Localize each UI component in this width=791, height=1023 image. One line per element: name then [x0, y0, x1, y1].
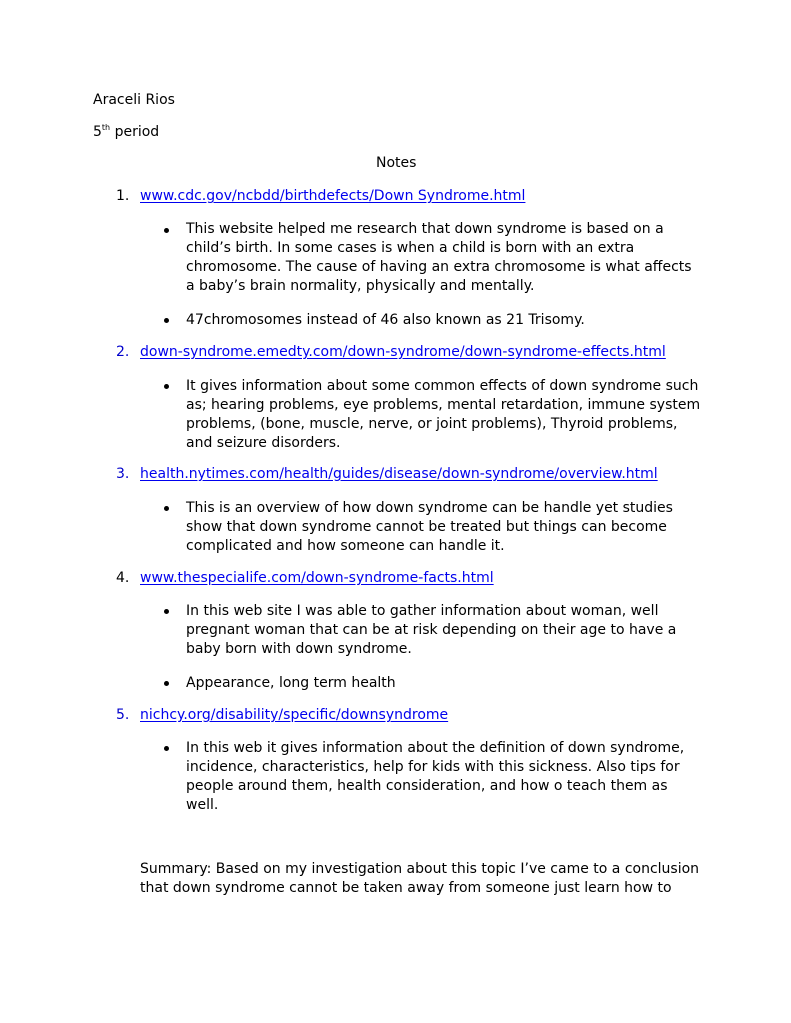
bullet-icon — [164, 746, 169, 751]
author-name: Araceli Rios — [93, 92, 175, 108]
page-title: Notes — [376, 155, 417, 171]
bullet-icon — [164, 228, 169, 233]
bullet-icon — [164, 681, 169, 686]
source-link[interactable]: health.nytimes.com/health/guides/disease/down-syndrome/overview.html — [140, 466, 658, 482]
list-number: 3. — [116, 466, 130, 482]
list-item: Appearance, long term health — [186, 675, 396, 691]
bullet-icon — [164, 384, 169, 389]
list-number: 4. — [116, 570, 130, 586]
period-number: 5 — [93, 124, 102, 140]
list-item: 47chromosomes instead of 46 also known as 21 Trisomy. — [186, 312, 585, 328]
source-link[interactable]: down-syndrome.emedty.com/down-syndrome/down-syndrome-effects.html — [140, 344, 666, 360]
class-period — [93, 123, 159, 142]
list-item: In this web it gives information about the definition of down syndrome, incidence, characteristics, help for kids with this sickness. Also tips for people around them, health consideration, and how o teach them as well. — [186, 740, 685, 813]
source-link[interactable]: www.cdc.gov/ncbdd/birthdefects/Down Syndrome.html — [140, 188, 526, 204]
period-suffix: period — [110, 124, 160, 140]
bullet-icon — [164, 318, 169, 323]
list-item: It gives information about some common effects of down syndrome such as; hearing problems, eye problems, mental retardation, immune system problems, (bone, muscle, nerve, or joint problems), Thyroid problems, and seizure disorders. — [186, 378, 701, 451]
summary-paragraph: Summary: Based on my investigation about this topic I’ve came to a conclusion that down syndrome cannot be taken away from someone just learn how to — [140, 861, 700, 896]
list-number: 1. — [116, 188, 130, 204]
period-superscript: th — [101, 123, 111, 132]
list-number: 5. — [116, 707, 130, 723]
list-item: This website helped me research that down syndrome is based on a child’s birth. In some cases is when a child is born with an extra chromosome. The cause of having an extra chromosome is what affects a baby’s brain normality, physically and mentally. — [186, 221, 692, 294]
source-link[interactable]: www.thespecialife.com/down-syndrome-facts.html — [140, 570, 494, 586]
list-item: In this web site I was able to gather information about woman, well pregnant woman that can be at risk depending on their age to have a baby born with down syndrome. — [186, 603, 677, 657]
source-link[interactable]: nichcy.org/disability/specific/downsyndrome — [140, 707, 449, 723]
list-number: 2. — [116, 344, 130, 360]
bullet-icon — [164, 506, 169, 511]
list-item: This is an overview of how down syndrome can be handle yet studies show that down syndrome cannot be treated but things can become complicated and how someone can handle it. — [186, 500, 673, 554]
bullet-icon — [164, 609, 169, 614]
